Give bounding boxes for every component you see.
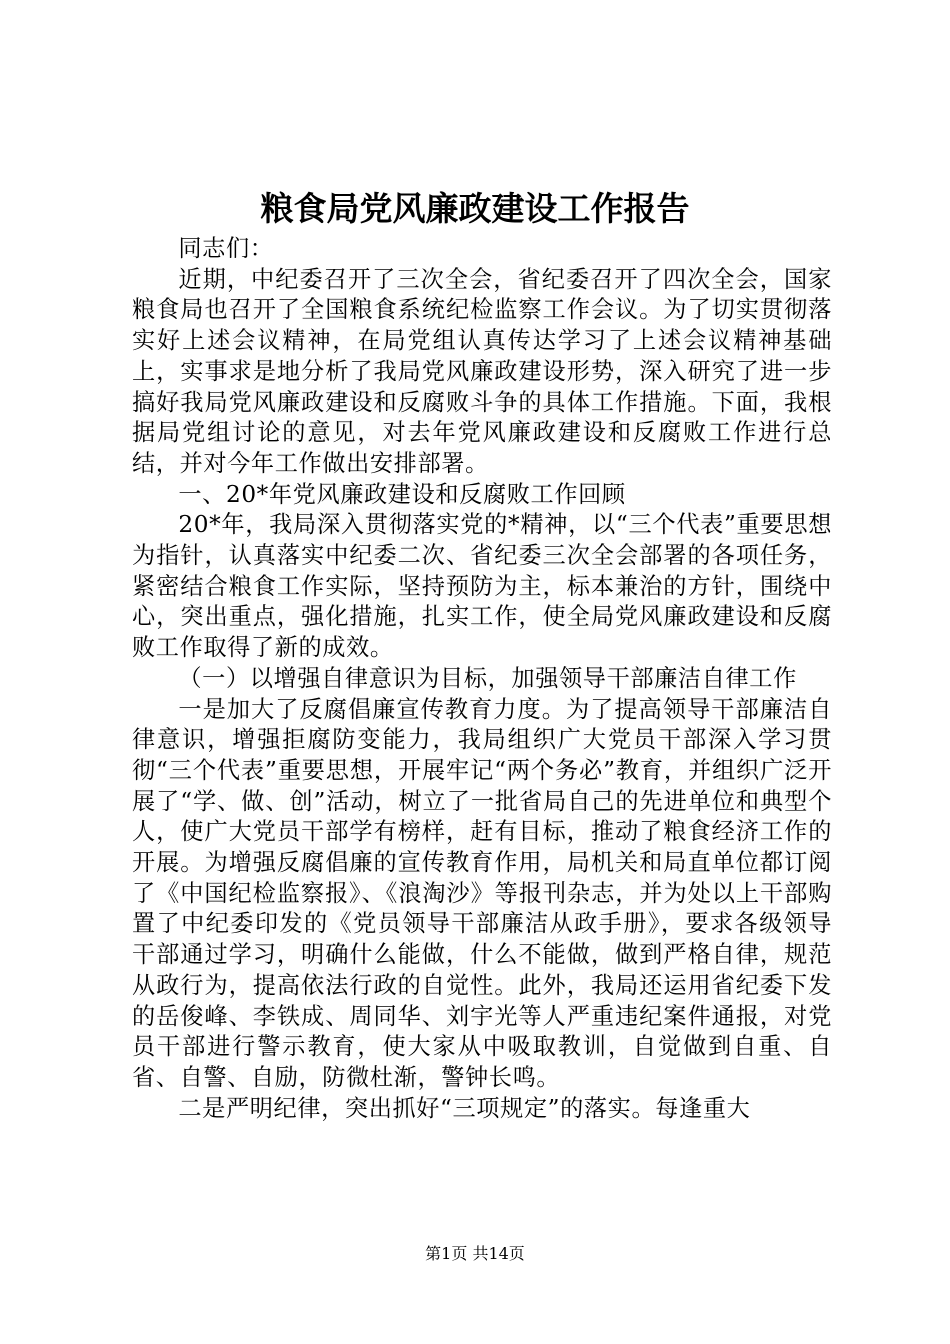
document-title: 粮食局党风廉政建设工作报告: [260, 189, 690, 228]
discipline-paragraph: 二是严明纪律，突出抓好“三项规定”的落实。每逢重大: [178, 1094, 751, 1122]
document-body: [132, 234, 832, 1124]
page-number-footer: 第1页 共14页: [425, 1244, 525, 1263]
review-paragraph: 20*年，我局深入贯彻落实党的*精神，以“三个代表”重要思想为指针，认真落实中纪委二次、省纪委三次全会部署的各项任务，紧密结合粮食工作实际，坚持预防为主，标本兼治的方针，围绕中心，突出重点，强化措施，扎实工作，使全局党风廉政建设和反腐败工作取得了新的成效。: [132, 511, 832, 662]
intro-paragraph: 近期，中纪委召开了三次全会，省纪委召开了四次全会，国家粮食局也召开了全国粮食系统纪检监察工作会议。为了切实贯彻落实好上述会议精神，在局党组认真传达学习了上述会议精神基础上，实事求是地分析了我局党风廉政建设形势，深入研究了进一步搞好我局党风廉政建设和反腐败斗争的具体工作措施。下面，我根据局党组讨论的意见，对去年党风廉政建设和反腐败工作进行总结，并对今年工作做出安排部署。: [132, 265, 832, 477]
salutation-paragraph: 同志们：: [178, 235, 274, 262]
subsection-heading-self-discipline: （一）以增强自律意识为目标，加强领导干部廉洁自律工作: [178, 664, 797, 692]
section-heading-review: 一、20*年党风廉政建设和反腐败工作回顾: [178, 480, 626, 508]
education-paragraph: 一是加大了反腐倡廉宣传教育力度。为了提高领导干部廉洁自律意识，增强拒腐防变能力，我局组织广大党员干部深入学习贯彻“三个代表”重要思想，开展牢记“两个务必”教育，并组织广泛开展了“学、做、创”活动，树立了一批省局自己的先进单位和典型个人，使广大党员干部学有榜样，赶有目标，推动了粮食经济工作的开展。为增强反腐倡廉的宣传教育作用，局机关和局直单位都订阅了《中国纪检监察报》、《浪淘沙》等报刊杂志，并为处以上干部购置了中纪委印发的《党员领导干部廉洁从政手册》，要求各级领导干部通过学习，明确什么能做，什么不能做，做到严格自律，规范从政行为，提高依法行政的自觉性。此外，我局还运用省纪委下发的岳俊峰、李铁成、周同华、刘宇光等人严重违纪案件通报，对党员干部进行警示教育，使大家从中吸取教训，自觉做到自重、自省、自警、自励，防微杜渐，警钟长鸣。: [132, 695, 832, 1091]
